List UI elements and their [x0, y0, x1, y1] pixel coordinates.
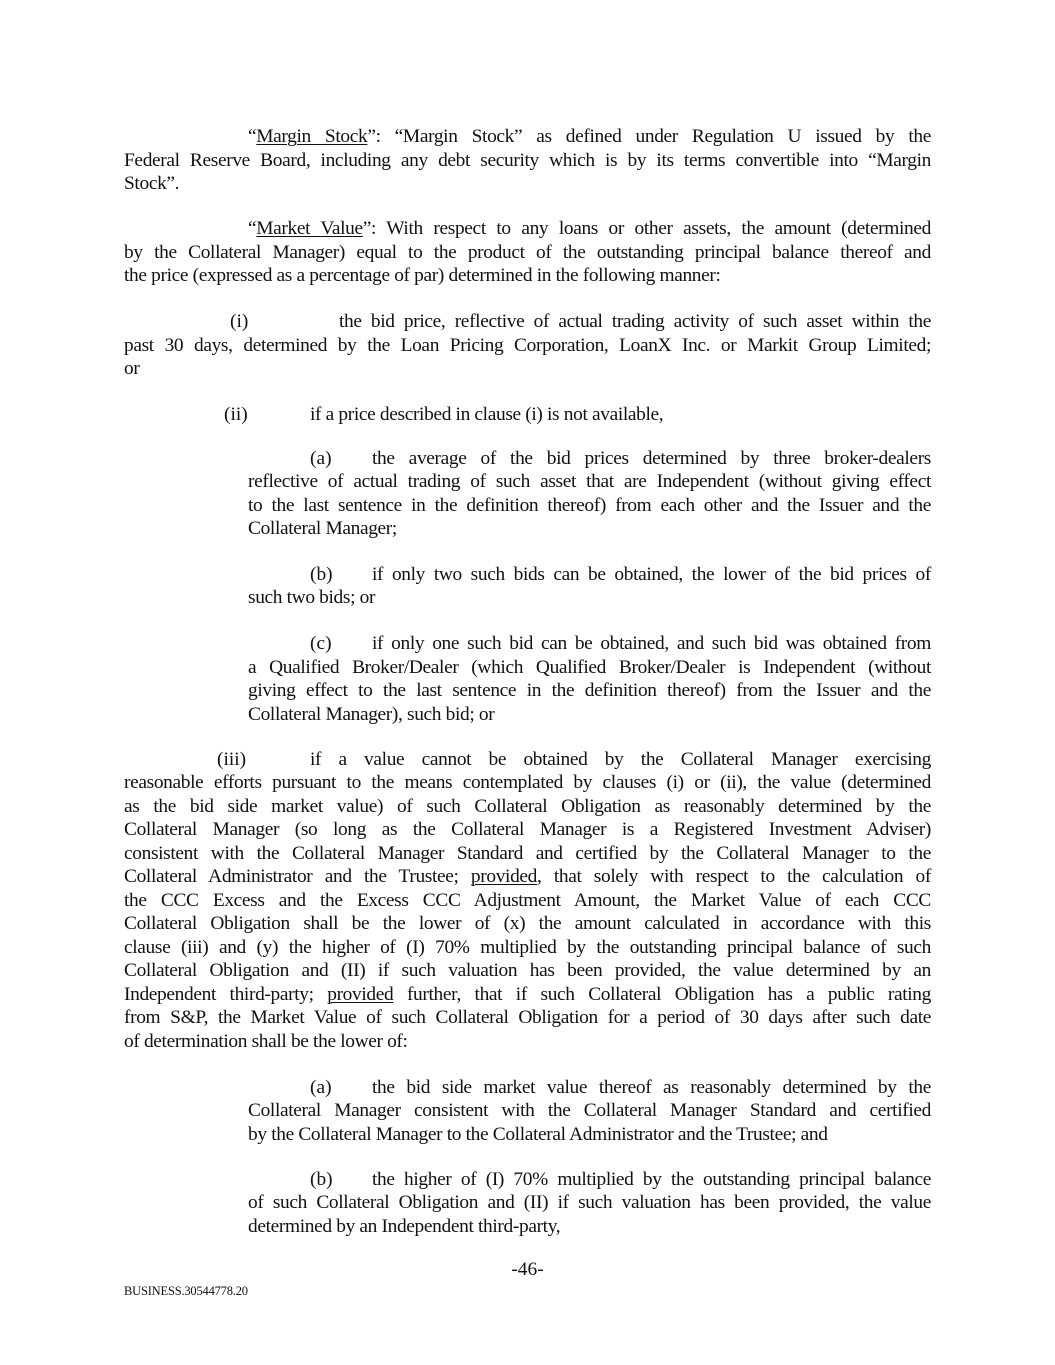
clause-ii-c-line-3: giving effect to the last sentence in the definition thereof) from the Issuer and the — [248, 680, 931, 701]
clause-iii-line-1: if a value cannot be obtained by the Collateral Manager exercising — [310, 749, 931, 770]
clause-ii-a-line-4: Collateral Manager; — [248, 518, 397, 539]
clause-iii-line-3: as the bid side market value) of such Collateral Obligation as reasonably determined by the — [124, 796, 931, 817]
clause-ii-c-line-4: Collateral Manager), such bid; or — [248, 704, 495, 725]
clause-iii-line-2: reasonable efforts pursuant to the means contemplated by clauses (i) or (ii), the value (determined — [124, 772, 931, 793]
clause-i-label: (i) — [230, 311, 249, 332]
clause-ii-label: (ii) — [224, 404, 248, 425]
margin-stock-line-2: Federal Reserve Board, including any debt security which is by its terms convertible into “Margin — [124, 150, 931, 171]
clause-iii-a-label: (a) — [310, 1077, 332, 1098]
clause-iii-b-line-3: determined by an Independent third-party, — [248, 1216, 561, 1237]
clause-iii-b-label: (b) — [310, 1169, 333, 1190]
clause-ii-a-line-2: reflective of actual trading of such asset that are Independent (without giving effect — [248, 471, 931, 492]
clause-iii-line-7: the CCC Excess and the Excess CCC Adjustment Amount, the Market Value of each CCC — [124, 890, 931, 911]
clause-ii-line-1: if a price described in clause (i) is not available, — [310, 404, 664, 425]
clause-i-line-3: or — [124, 358, 140, 379]
clause-ii-a-line-3: to the last sentence in the definition thereof) from each other and the Issuer and the — [248, 495, 931, 516]
clause-ii-b-line-1: if only two such bids can be obtained, the lower of the bid prices of — [372, 564, 931, 585]
market-value-line-1: “Market Value”: With respect to any loans or other assets, the amount (determined — [248, 218, 931, 239]
clause-ii-b-line-2: such two bids; or — [248, 587, 376, 608]
defined-term-market-value: Market Value — [256, 218, 363, 239]
clause-iii-line-13: of determination shall be the lower of: — [124, 1031, 408, 1052]
page-number: -46- — [511, 1259, 544, 1280]
margin-stock-line-1: “Margin Stock”: “Margin Stock” as defined under Regulation U issued by the — [248, 126, 931, 147]
clause-iii-line-6: Collateral Administrator and the Trustee; provided, that solely with respect to the calculation of — [124, 866, 931, 887]
clause-iii-line-12: from S&P, the Market Value of such Collateral Obligation for a period of 30 days after such date — [124, 1007, 931, 1028]
document-id: BUSINESS.30544778.20 — [124, 1284, 248, 1298]
market-value-line-2: by the Collateral Manager) equal to the product of the outstanding principal balance thereof and — [124, 242, 931, 263]
clause-ii-c-line-2: a Qualified Broker/Dealer (which Qualified Broker/Dealer is Independent (without — [248, 657, 931, 678]
clause-i-line-1: the bid price, reflective of actual trading activity of such asset within the — [339, 311, 931, 332]
clause-iii-label: (iii) — [217, 749, 247, 770]
margin-stock-line-3: Stock”. — [124, 173, 180, 194]
clause-iii-line-10: Collateral Obligation and (II) if such valuation has been provided, the value determined by an — [124, 960, 931, 981]
clause-iii-b-line-2: of such Collateral Obligation and (II) if such valuation has been provided, the value — [248, 1192, 931, 1213]
proviso-provided-further: provided — [327, 984, 394, 1005]
clause-ii-b-label: (b) — [310, 564, 333, 585]
clause-iii-line-11: Independent third-party; provided further, that if such Collateral Obligation has a public rating — [124, 984, 931, 1005]
clause-iii-line-5: consistent with the Collateral Manager Standard and certified by the Collateral Manager to the — [124, 843, 931, 864]
clause-iii-line-9: clause (iii) and (y) the higher of (I) 70% multiplied by the outstanding principal balance of such — [124, 937, 931, 958]
clause-iii-a-line-1: the bid side market value thereof as reasonably determined by the — [372, 1077, 931, 1098]
clause-iii-a-line-2: Collateral Manager consistent with the Collateral Manager Standard and certified — [248, 1100, 931, 1121]
clause-iii-line-4: Collateral Manager (so long as the Collateral Manager is a Registered Investment Adviser) — [124, 819, 931, 840]
clause-ii-c-label: (c) — [310, 633, 332, 654]
market-value-line-3: the price (expressed as a percentage of par) determined in the following manner: — [124, 265, 721, 286]
clause-iii-b-line-1: the higher of (I) 70% multiplied by the outstanding principal balance — [372, 1169, 931, 1190]
clause-ii-c-line-1: if only one such bid can be obtained, and such bid was obtained from — [372, 633, 931, 654]
clause-iii-a-line-3: by the Collateral Manager to the Collateral Administrator and the Trustee; and — [248, 1124, 828, 1145]
proviso-provided: provided — [470, 866, 538, 887]
clause-ii-a-label: (a) — [310, 448, 332, 469]
clause-ii-a-line-1: the average of the bid prices determined by three broker-dealers — [372, 448, 931, 469]
clause-i-line-2: past 30 days, determined by the Loan Pricing Corporation, LoanX Inc. or Markit Group Limited; — [124, 335, 931, 356]
defined-term-margin-stock: Margin Stock — [256, 126, 368, 147]
clause-iii-line-8: Collateral Obligation shall be the lower of (x) the amount calculated in accordance with this — [124, 913, 931, 934]
